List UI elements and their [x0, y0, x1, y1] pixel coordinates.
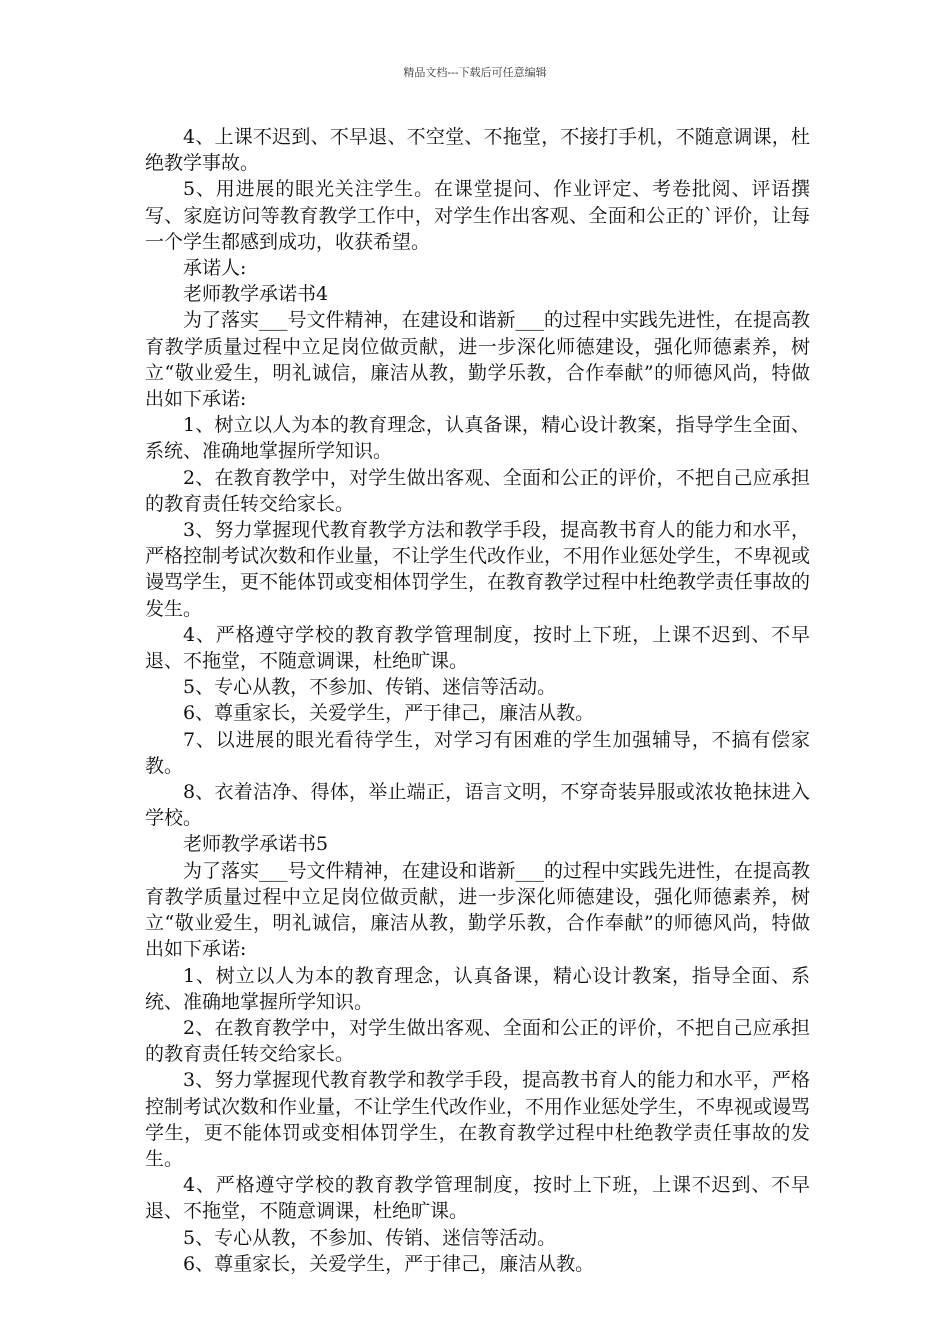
paragraph-item: 5、专心从教，不参加、传销、迷信等活动。 [183, 676, 557, 699]
paragraph-item: 4、严格遵守学校的教育教学管理制度，按时上下班，上课不迟到、不早退、不拖堂，不随意调课，杜绝旷课。 [145, 623, 810, 673]
page-header: 精品文档---下载后可任意编辑 [403, 66, 547, 79]
paragraph-item: 2、在教育教学中，对学生做出客观、全面和公正的评价，不把自己应承担的教育责任转交给家长。 [145, 466, 810, 515]
paragraph-item: 6、尊重家长，关爱学生，严于律己，廉洁从教。 [183, 702, 595, 725]
paragraph-item: 6、尊重家长，关爱学生，严于律己，廉洁从教。 [183, 1252, 595, 1275]
paragraph-item: 4、严格遵守学校的教育教学管理制度，按时上下班，上课不迟到、不早退、不拖堂，不随意调课，杜绝旷课。 [145, 1174, 810, 1223]
paragraph-intro: 为了落实___号文件精神，在建设和谐新___的过程中实践先进性，在提高教育教学质量过程中立足岗位做贡献，进一步深化师德建设，强化师德素养，树立“敬业爱生，明礼诚信，廉洁从教，勤学乐教，合作奉献”的师德风尚，特做出如下承诺: [145, 859, 811, 961]
paragraph-item: 8、衣着洁净、得体，举止端正，语言文明，不穿奇装异服或浓妆艳抹进入学校。 [145, 781, 810, 830]
document-body [145, 124, 810, 1277]
paragraph-item: 4、上课不迟到、不早退、不空堂、不拖堂，不接打手机，不随意调课，杜绝教学事故。 [145, 126, 810, 175]
paragraph-item: 7、以进展的眼光看待学生，对学习有困难的学生加强辅导，不搞有偿家教。 [145, 728, 810, 777]
paragraph-item: 5、用进展的眼光关注学生。在课堂提问、作业评定、考卷批阅、评语撰写、家庭访问等教育教学工作中，对学生作出客观、全面和公正的`评价，让每一个学生都感到成功，收获希望。 [145, 178, 810, 253]
paragraph-item: 1、树立以人为本的教育理念，认真备课，精心设计教案，指导学生全面、系统、准确地掌握所学知识。 [145, 414, 810, 463]
paragraph-item: 2、在教育教学中，对学生做出客观、全面和公正的评价，不把自己应承担的教育责任转交给家长。 [145, 1016, 810, 1066]
paragraph-item: 3、努力掌握现代教育教学和教学手段，提高教书育人的能力和水平，严格控制考试次数和作业量，不让学生代改作业，不用作业惩处学生，不卑视或谩骂学生，更不能体罚或变相体罚学生，在教育教学过程中杜绝教学责任事故的发生。 [145, 1069, 811, 1170]
section-title: 老师教学承诺书5 [183, 833, 329, 856]
paragraph-item: 5、专心从教，不参加、传销、迷信等活动。 [183, 1226, 557, 1249]
paragraph-item: 3、努力掌握现代教育教学方法和教学手段，提高教书育人的能力和水平，严格控制考试次数和作业量，不让学生代改作业，不用作业惩处学生，不卑视或谩骂学生，更不能体罚或变相体罚学生，在教育教学过程中杜绝教学责任事故的发生。 [145, 519, 811, 620]
section-title: 老师教学承诺书4 [183, 283, 329, 306]
signer-label: 承诺人: [183, 257, 247, 280]
paragraph-item: 1、树立以人为本的教育理念，认真备课，精心设计教案，指导全面、系统、准确地掌握所学知识。 [145, 964, 810, 1013]
paragraph-intro: 为了落实___号文件精神，在建设和谐新___的过程中实践先进性，在提高教育教学质量过程中立足岗位做贡献，进一步深化师德建设，强化师德素养，树立“敬业爱生，明礼诚信，廉洁从教，勤学乐教，合作奉献”的师德风尚，特做出如下承诺: [145, 309, 811, 411]
